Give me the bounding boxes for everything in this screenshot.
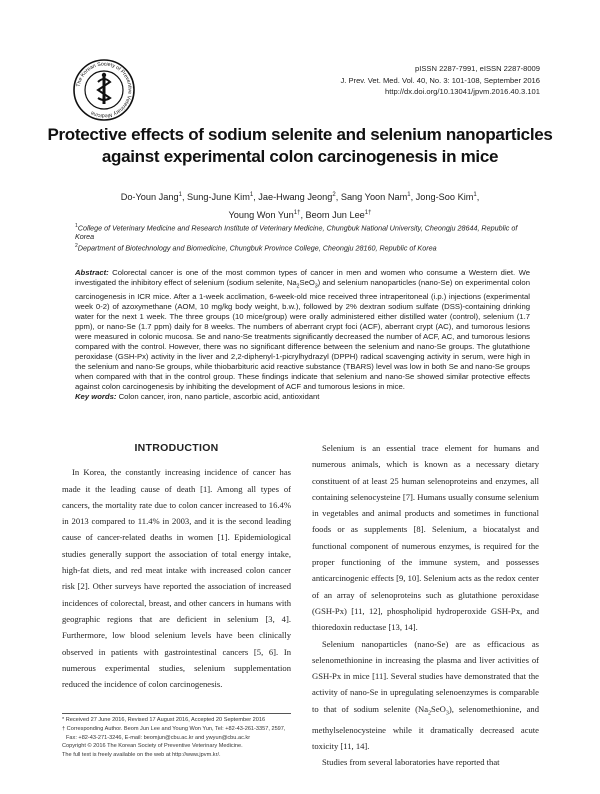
title-line-1: Protective effects of sodium selenite and selenium nanoparticles xyxy=(47,125,553,144)
footnote-contact: Fax: +82-43-271-3246, E-mail: beomjun@cbu.ac.kr and ywyun@cbu.ac.kr xyxy=(66,734,251,741)
journal-doi-link[interactable]: http://dx.doi.org/10.13041/jpvm.2016.40.3.101 xyxy=(385,87,540,96)
intro-paragraph-1: In Korea, the constantly increasing incidence of cancer has made it the leading cause of death [1]. Among all types of cancers, the mortality rate due to colon cancer increased to 16.4% in 2013 compared to 11.4% in 2003, and it is the second leading cause of cancer-related deaths in women [1]. Epidemiological studies generally support the association of total energy intake, high-fat diets, and red meat intake with increased colon cancer risk [2]. Other surveys have reported the association of increased incidences of colorectal, breast, and other cancers in humans with geographic regions that are deficient in selenium [3, 4]. Furthermore, low blood selenium levels have been clinically observed in patients with gastrointestinal cancers [5, 6]. In numerous experimental studies, selenium supplementation reduced the incidence of colon carcinogenesis. xyxy=(62,467,291,690)
footnote-copyright: Copyright © 2016 The Korean Society of Preventive Veterinary Medicine. xyxy=(62,743,243,750)
svg-text:The Korean Society of Preventi: The Korean Society of Preventive Veterinary Medicine xyxy=(75,61,133,119)
society-seal-logo xyxy=(72,58,136,122)
affiliation-1: $^1$College of Veterinary Medicine and Research Institute of Veterinary Medicine, Chungbuk National University, Cheongju 28644, Republic of Korea xyxy=(75,223,518,241)
keywords-text: Colon cancer, iron, nano particle, ascorbic acid, antioxidant xyxy=(118,391,320,401)
journal-citation: J. Prev. Vet. Med. Vol. 40, No. 3: 101-108, September 2016 xyxy=(340,75,540,85)
footnote-received: * Received 27 June 2016, Revised 17 August 2016, Accepted 20 September 2016 xyxy=(62,717,266,723)
keywords xyxy=(75,392,530,402)
footnote-divider xyxy=(62,713,291,714)
abstract-label: Abstract: xyxy=(75,268,109,277)
abstract-block xyxy=(75,268,530,402)
article-title xyxy=(40,124,560,168)
affiliation-2: $^2$Department of Biotechnology and Biomedicine, Chungbuk Province College, Cheongju 28160, Republic of Korea xyxy=(75,242,437,252)
title-line-2: against experimental colon carcinogenesis in mice xyxy=(101,147,499,166)
left-column xyxy=(62,440,291,692)
authors-line-1: Do-Youn Jang$^1$, Sung-June Kim$^1$, Jae-Hwang Jeong$^2$, Sang Yoon Nam$^1$, Jong-Soo Kim$^1$, xyxy=(120,192,480,203)
right-paragraph-2: Selenium nanoparticles (nano-Se) are as efficacious as selenomethionine in increasing the plasma and liver activities of GSH-Px in mice [11]. Several studies have demonstrated that the activity of nano-Se in upregulating selenoenzymes is comparable to that of sodium selenite $(Na_2SeO_3)$, selenomethionine, and methylselenocysteine while it dramatically decreased acute toxicity [11, 14]. xyxy=(312,638,539,752)
footnote-availability: The full text is freely available on the web at http://www.jpvm.kr/. xyxy=(62,752,221,759)
footnotes xyxy=(62,716,302,760)
footnote-corresponding: † Corresponding Author. Beom Jun Lee and Young Won Yun, Tel: +82-43-261-3357, 2597, xyxy=(62,725,286,732)
introduction-heading: INTRODUCTION xyxy=(134,442,219,454)
authors-line-2: Young Won Yun$^{1\dagger}$, Beom Jun Lee$^{1\dagger}$ xyxy=(228,210,372,221)
right-column xyxy=(312,440,539,771)
affiliations xyxy=(75,222,530,253)
keywords-label: Key words: xyxy=(75,391,117,401)
journal-info xyxy=(340,63,540,98)
right-paragraph-3: Studies from several laboratories have reported that xyxy=(322,757,500,768)
journal-issn: pISSN 2287-7991, eISSN 2287-8009 xyxy=(415,64,540,73)
abstract-text: Abstract: Colorectal cancer is one of the most common types of cancer in men and women who consume a Western diet. We investigated the inhibitory effect of selenium (sodium selenite, $Na_2SeO_3$) and selenium nanoparticles (nano-Se) on experimental colon carcinogenesis in ICR mice. After a 1-week acclimation, 6-week-old mice received three intraperitoneal (i.p.) injections (experimental week 0-2) of azoxymethane (AOM, 10 mg/kg body weight, b.w.), followed by 2% dextran sodium sulfate (DSS)-containing drinking water for the next 1 week. The three groups (10 mice/group) were orally administered either distilled water (control), selenium (1.7 ppm), or nano-Se (1.7 ppm) daily for 8 weeks. The numbers of aberrant crypt foci (ACF), aberrant crypt (AC), and tumorous lesions were measured in colonic mucosa. Se and nano-Se treatments significantly decreased the number of ACF, AC, and tumorous lesions compared with the control. However, there was no significant difference between the selenium and nano-Se groups. The glutathione peroxidase (GSH-Px) activity in the liver and 2,2-diphenyl-1-picrylhydrazyl (DPPH) radical scavenging activity in serum, were high in the selenium and nano-Se groups, while thiobarbituric acid reactive substance (TBARS) level was low in both Se and nano-Se groups when compared with that in the control group. These findings indicate that selenium and nano-Se showed similar protective effects against colon carcinogenesis by inhibiting the development of ACF and tumorous lesions in mice. xyxy=(75,268,530,391)
right-paragraph-1: Selenium is an essential trace element for humans and numerous animals, which is known as a necessary dietary constituent of at least 25 human selenoproteins and enzymes, all containing selenocysteine [7]. Humans usually consume selenium in vegetables and animal products and sometimes in functional foods or as supplements [8]. Selenium, a biocatalyst and functional component of numerous enzymes, is required for the proper functioning of the immune system, and possesses anticarcinogenic effects [9, 10]. Selenium acts as the redox center of an array of selenoproteins such as glutathione peroxidase (GSH-Px) [11, 12], phospholipid hydroperoxide GSH-Px, and thioredoxin reductase [13, 14]. xyxy=(312,443,539,633)
author-list xyxy=(60,187,540,223)
